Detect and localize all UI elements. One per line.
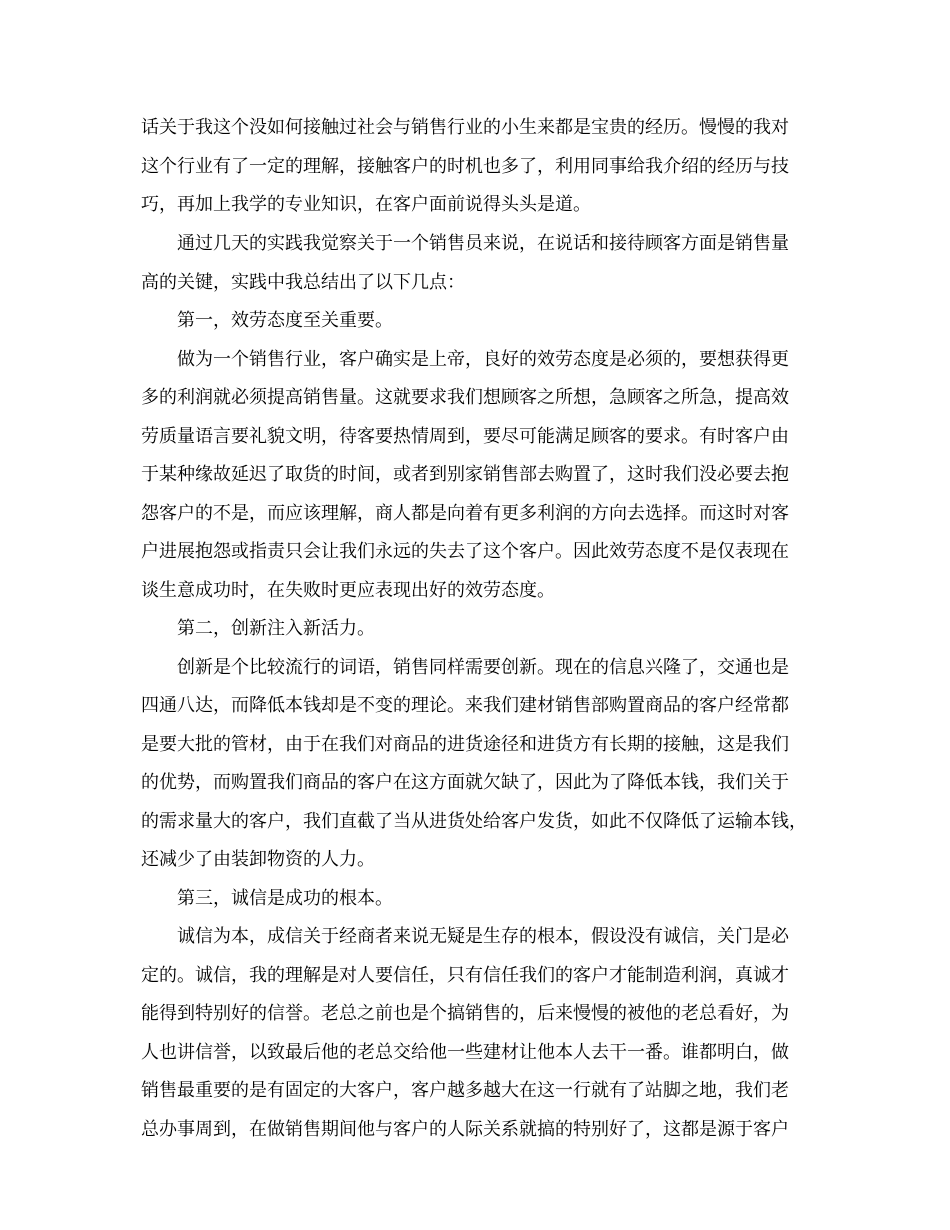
text-line: 做为一个销售行业，客户确实是上帝，良好的效劳态度是必须的，要想获得更 (141, 349, 789, 370)
section-heading-3: 第三，诚信是成功的根本。 (141, 888, 393, 909)
text-line: 通过几天的实践我觉察关于一个销售员来说，在说话和接待顾客方面是销售量 (141, 233, 789, 254)
text-line: 高的关键，实践中我总结出了以下几点： (141, 272, 465, 293)
text-line: 话关于我这个没如何接触过社会与销售行业的小生来都是宝贵的经历。慢慢的我对 (141, 117, 789, 138)
text-line: 还减少了由装卸物资的人力。 (141, 849, 375, 870)
text-line: 创新是个比较流行的词语，销售同样需要创新。现在的信息兴隆了，交通也是 (141, 657, 789, 678)
text-line: 的优势，而购置我们商品的客户在这方面就欠缺了，因此为了降低本钱，我们关于 (141, 772, 789, 793)
text-line: 销售最重要的是有固定的大客户，客户越多越大在这一行就有了站脚之地，我们老 (141, 1080, 789, 1101)
text-line: 巧，再加上我学的专业知识，在客户面前说得头头是道。 (141, 194, 591, 215)
text-line: 怨客户的不是，而应该理解，商人都是向着有更多利润的方向去选择。而这时对客 (141, 503, 789, 524)
text-line: 劳质量语言要礼貌文明，待客要热情周到，要尽可能满足顾客的要求。有时客户由 (141, 426, 789, 447)
section-heading-1: 第一，效劳态度至关重要。 (141, 310, 393, 331)
text-line: 户进展抱怨或指责只会让我们永远的失去了这个客户。因此效劳态度不是仅表现在 (141, 541, 789, 562)
text-line: 这个行业有了一定的理解，接触客户的时机也多了，利用同事给我介绍的经历与技 (141, 156, 789, 177)
text-line: 人也讲信誉，以致最后他的老总交给他一些建材让他本人去干一番。谁都明白，做 (141, 1042, 789, 1063)
text-line: 谈生意成功时，在失败时更应表现出好的效劳态度。 (141, 580, 555, 601)
text-line: 能得到特别好的信誉。老总之前也是个搞销售的，后来慢慢的被他的老总看好，为 (141, 1003, 789, 1024)
text-line: 是要大批的管材，由于在我们对商品的进货途径和进货方有长期的接触，这是我们 (141, 734, 789, 755)
text-line: 诚信为本，成信关于经商者来说无疑是生存的根本，假设没有诚信，关门是必 (141, 926, 789, 947)
text-line: 多的利润就必须提高销售量。这就要求我们想顾客之所想，急顾客之所急，提高效 (141, 387, 789, 408)
text-line: 四通八达，而降低本钱却是不变的理论。来我们建材销售部购置商品的客户经常都 (141, 695, 789, 716)
text-line: 于某种缘故延迟了取货的时间，或者到别家销售部去购置了，这时我们没必要去抱 (141, 464, 789, 485)
text-line: 定的。诚信，我的理解是对人要信任，只有信任我们的客户才能制造利润，真诚才 (141, 965, 789, 986)
text-line: 总办事周到，在做销售期间他与客户的人际关系就搞的特别好了，这都是源于客户 (141, 1119, 789, 1140)
section-heading-2: 第二，创新注入新活力。 (141, 618, 375, 639)
text-line: 的需求量大的客户，我们直截了当从进货处给客户发货，如此不仅降低了运输本钱， (141, 811, 807, 832)
